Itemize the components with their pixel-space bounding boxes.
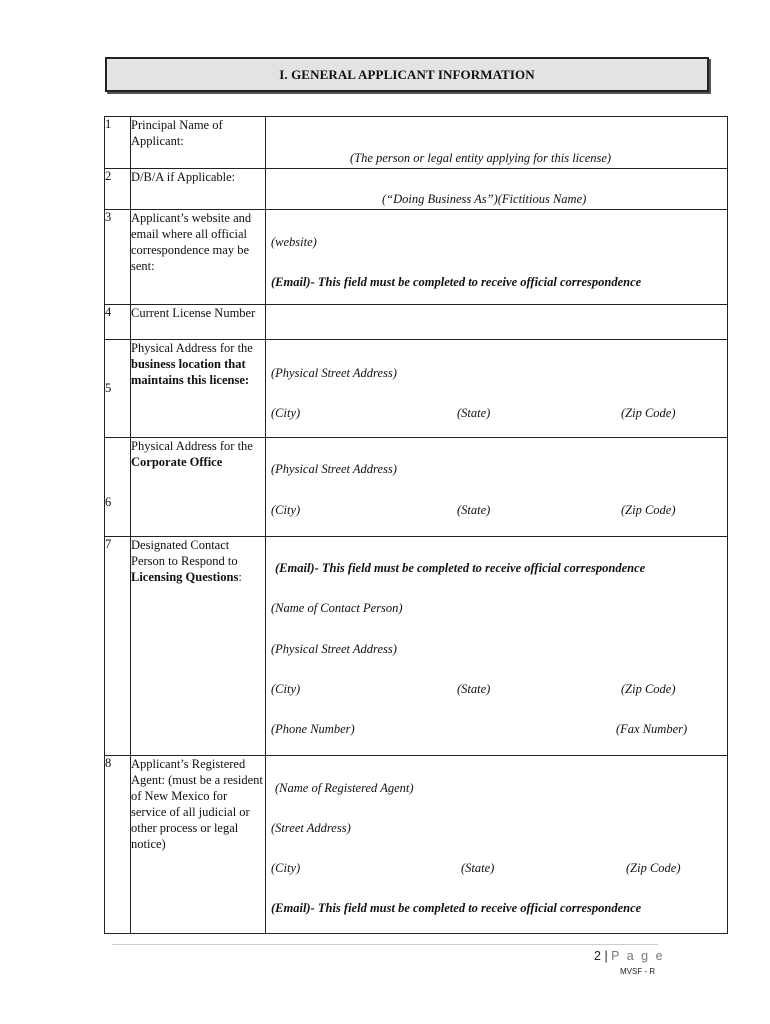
row-registered-agent: [105, 756, 728, 934]
applicant-info-table: [104, 116, 728, 934]
row-license-number: [105, 305, 728, 340]
city-hint: (City): [271, 503, 301, 517]
phone-hint: (Phone Number): [271, 722, 355, 736]
business-address-field[interactable]: [266, 340, 728, 438]
license-number-field[interactable]: [266, 305, 728, 340]
street-hint: (Physical Street Address): [271, 642, 397, 656]
page-separator: |: [604, 949, 608, 963]
footer-divider: [112, 944, 658, 945]
row-dba: [105, 169, 728, 210]
section-title: I. GENERAL APPLICANT INFORMATION: [279, 66, 535, 82]
contact-name-hint: (Name of Contact Person): [271, 601, 403, 615]
row-number: 8: [105, 756, 131, 934]
dba-hint: (“Doing Business As”)(Fictitious Name): [382, 192, 587, 206]
street-hint: (Physical Street Address): [271, 462, 397, 476]
corporate-address-field[interactable]: [266, 438, 728, 537]
state-hint: (State): [457, 406, 491, 420]
row-number: 5: [105, 340, 131, 438]
row-number: 2: [105, 169, 131, 210]
city-hint: (City): [271, 861, 301, 875]
row-principal-name: [105, 117, 728, 169]
city-hint: (City): [271, 682, 301, 696]
registered-agent-field[interactable]: [266, 756, 728, 934]
website-email-field[interactable]: [266, 210, 728, 305]
row-number: 1: [105, 117, 131, 169]
row-number: 7: [105, 537, 131, 756]
row-contact-person: [105, 537, 728, 756]
street-hint: (Physical Street Address): [271, 366, 397, 380]
row-number: 4: [105, 305, 131, 340]
email-hint: (Email)- This field must be completed to receive official correspondence: [271, 901, 642, 915]
email-hint: (Email)- This field must be completed to receive official correspondence: [271, 275, 642, 289]
city-hint: (City): [271, 406, 301, 420]
row-business-address: [105, 340, 728, 438]
page-word: P a g e: [611, 949, 665, 963]
row-label: Applicant’s Registered Agent: (must be a resident of New Mexico for service of all judicial or other process or legal notice): [131, 756, 266, 934]
agent-name-hint: (Name of Registered Agent): [275, 781, 414, 795]
page-number: [594, 949, 665, 963]
zip-hint: (Zip Code): [621, 682, 676, 696]
dba-field[interactable]: [266, 169, 728, 210]
entity-hint: (The person or legal entity applying for this license): [350, 151, 612, 165]
row-label: Current License Number: [131, 305, 266, 340]
state-hint: (State): [457, 503, 491, 517]
row-label: Applicant’s website and email where all official correspondence may be sent:: [131, 210, 266, 305]
row-website-email: [105, 210, 728, 305]
state-hint: (State): [457, 682, 491, 696]
contact-person-field[interactable]: [266, 537, 728, 756]
zip-hint: (Zip Code): [621, 406, 676, 420]
page-number-value: 2: [594, 949, 601, 963]
row-label: Physical Address for the Corporate Office: [131, 438, 266, 537]
section-header: [105, 57, 709, 92]
form-code: MVSF - R: [620, 967, 656, 976]
email-hint: (Email)- This field must be completed to receive official correspondence: [275, 561, 646, 575]
row-label: Designated Contact Person to Respond to Licensing Questions:: [131, 537, 266, 756]
row-number: 6: [105, 438, 131, 537]
fax-hint: (Fax Number): [616, 722, 688, 736]
row-label: Physical Address for the business location that maintains this license:: [131, 340, 266, 438]
row-corporate-address: [105, 438, 728, 537]
zip-hint: (Zip Code): [621, 503, 676, 517]
website-hint: (website): [271, 235, 317, 249]
zip-hint: (Zip Code): [626, 861, 681, 875]
state-hint: (State): [461, 861, 495, 875]
street-hint: (Street Address): [271, 821, 351, 835]
principal-name-field[interactable]: [266, 117, 728, 169]
row-label: Principal Name of Applicant:: [131, 117, 266, 169]
row-label: D/B/A if Applicable:: [131, 169, 266, 210]
row-number: 3: [105, 210, 131, 305]
